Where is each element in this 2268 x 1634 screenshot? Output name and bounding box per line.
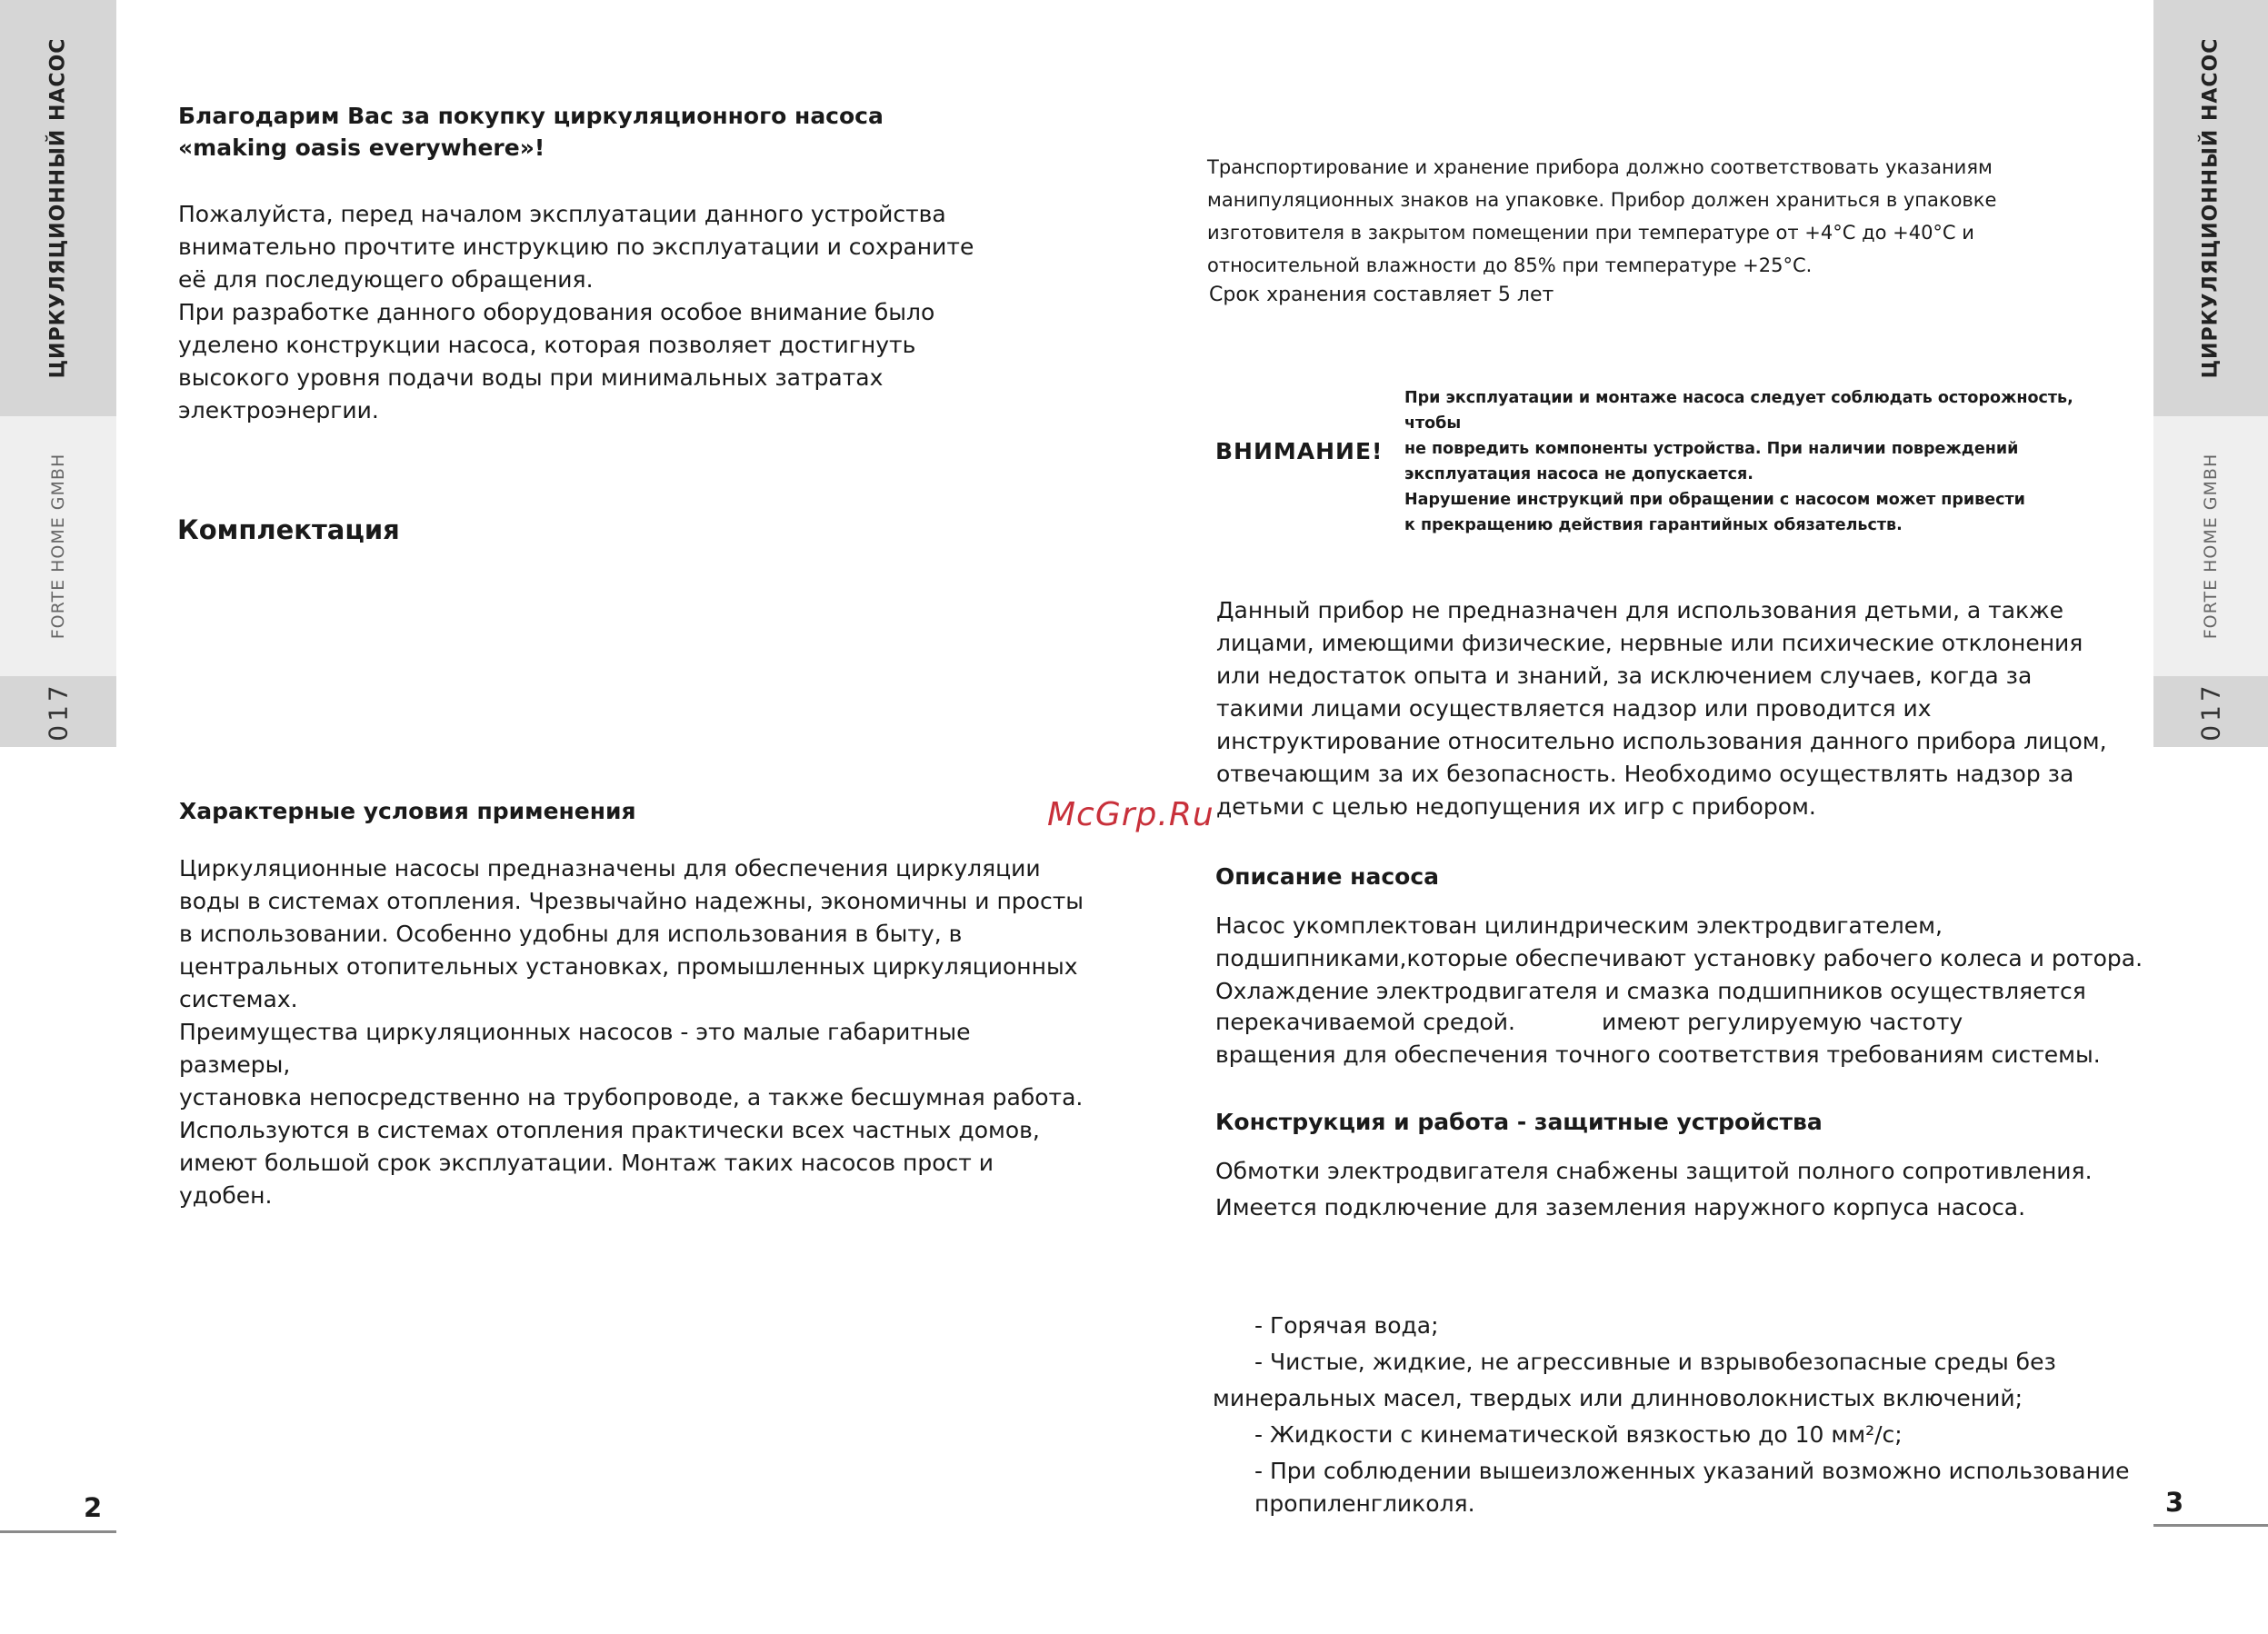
description-line: Охлаждение электродвигателя и смазка подшипников осуществляется (1215, 978, 2086, 1004)
description-line: вращения для обеспечения точного соответствия требованиям системы. (1215, 1041, 2101, 1068)
watermark: McGrp.Ru (1047, 796, 1214, 833)
left-tab-title (0, 0, 116, 416)
media-item: - При соблюдении вышеизложенных указаний возможно использование (1254, 1458, 2130, 1484)
intro-heading: Благодарим Вас за покупку циркуляционного насоса «making oasis everywhere»! (178, 103, 884, 161)
warning-text: При эксплуатации и монтаже насоса следует соблюдать осторожность, чтобы не повредить компоненты устройства. При наличии повреждений эксплуатация насоса не допускается. Нарушение инструкций при обращении с насосом может привести к прекращению действия гарантийных обязательств. (1404, 389, 2073, 534)
left-tab-number (0, 676, 116, 747)
construction-line: Обмотки электродвигателя снабжены защитой полного сопротивления. (1215, 1158, 2093, 1184)
description-line: подшипниками,которые обеспечивают установку рабочего колеса и ротора. (1215, 945, 2143, 971)
kit-heading: Комплектация (177, 514, 400, 545)
construction-heading: Конструкция и работа - защитные устройства (1215, 1109, 1823, 1135)
media-item: пропиленгликоля. (1254, 1490, 1475, 1517)
intro-text: Пожалуйста, перед началом эксплуатации данного устройства внимательно прочтите инструкцию по эксплуатации и сохраните её для последующего обращения. При разработке данного оборудования особое внимание было уделено конструкции насоса, которая позволяет достигнуть высокого уровня подачи воды при минимальных затратах электроэнергии. (178, 201, 974, 423)
right-page-rule (2153, 1524, 2268, 1527)
description-line: Насос укомплектован цилиндрическим электродвигателем, (1215, 912, 1943, 939)
media-item: - Горячая вода; (1254, 1312, 1439, 1339)
right-tab-title (2153, 0, 2268, 416)
left-tab-number-text: 017 (43, 682, 74, 742)
right-tab-brand-text: FORTE HOME GMBH (2201, 453, 2221, 640)
media-item: минеральных масел, твердых или длинноволокнистых включений; (1213, 1385, 2023, 1411)
storage-text: Транспортирование и хранение прибора должно соответствовать указаниям манипуляционных знаков на упаковке. Прибор должен храниться в упаковке изготовителя в закрытом помещении при температуре от +4°С до +40°С и относительной влажности до 85% при температуре +25°С. (1207, 156, 1997, 276)
left-tab-brand (0, 416, 116, 676)
media-item: - Жидкости с кинематической вязкостью до 10 мм²/с; (1254, 1421, 1903, 1448)
warning-title: ВНИМАНИЕ! (1215, 438, 1384, 464)
description-line: имеют регулируемую частоту (1602, 1009, 1963, 1035)
right-tab-title-text: ЦИРКУЛЯЦИОННЫЙ НАСОС (2199, 37, 2223, 379)
right-tab-number-text: 017 (2195, 682, 2226, 742)
description-heading: Описание насоса (1215, 863, 1440, 890)
shelf-life: Срок хранения составляет 5 лет (1209, 284, 1554, 306)
media-item: - Чистые, жидкие, не агрессивные и взрывобезопасные среды без (1254, 1349, 2056, 1375)
left-page-rule (0, 1530, 116, 1533)
left-tab-brand-text: FORTE HOME GMBH (48, 453, 68, 640)
conditions-text: Циркуляционные насосы предназначены для обеспечения циркуляции воды в системах отопления. Чрезвычайно надежны, экономичны и просты в использовании. Особенно удобны для использования в быту, в центральных отопительных установках, промышленных циркуляционных системах. Преимущества циркуляционных насосов - это малые габаритные размеры, установка непосредственно на трубопроводе, а также бесшумная работа. Используются в системах отопления практически всех частных домов, имеют большой срок эксплуатации. Монтаж таких насосов прост и удобен. (179, 855, 1084, 1209)
left-page-number: 2 (84, 1492, 103, 1523)
construction-line: Имеется подключение для заземления наружного корпуса насоса. (1215, 1194, 2026, 1221)
children-text: Данный прибор не предназначен для использования детьми, а также лицами, имеющими физические, нервные или психические отклонения или недостаток опыта и знаний, за исключением случаев, когда за такими лицами осуществляется надзор или проводится их инструктирование относительно использования данного прибора лицом, отвечающим за их безопасность. Необходимо осуществлять надзор за детьми с целью недопущения их игр с прибором. (1216, 597, 2107, 820)
description-line: перекачиваемой средой. (1215, 1009, 1515, 1035)
right-tab-number (2153, 676, 2268, 747)
conditions-heading: Характерные условия применения (179, 798, 636, 824)
left-tab-title-text: ЦИРКУЛЯЦИОННЫЙ НАСОС (46, 37, 70, 379)
right-page-number: 3 (2165, 1487, 2184, 1518)
right-tab-brand (2153, 416, 2268, 676)
